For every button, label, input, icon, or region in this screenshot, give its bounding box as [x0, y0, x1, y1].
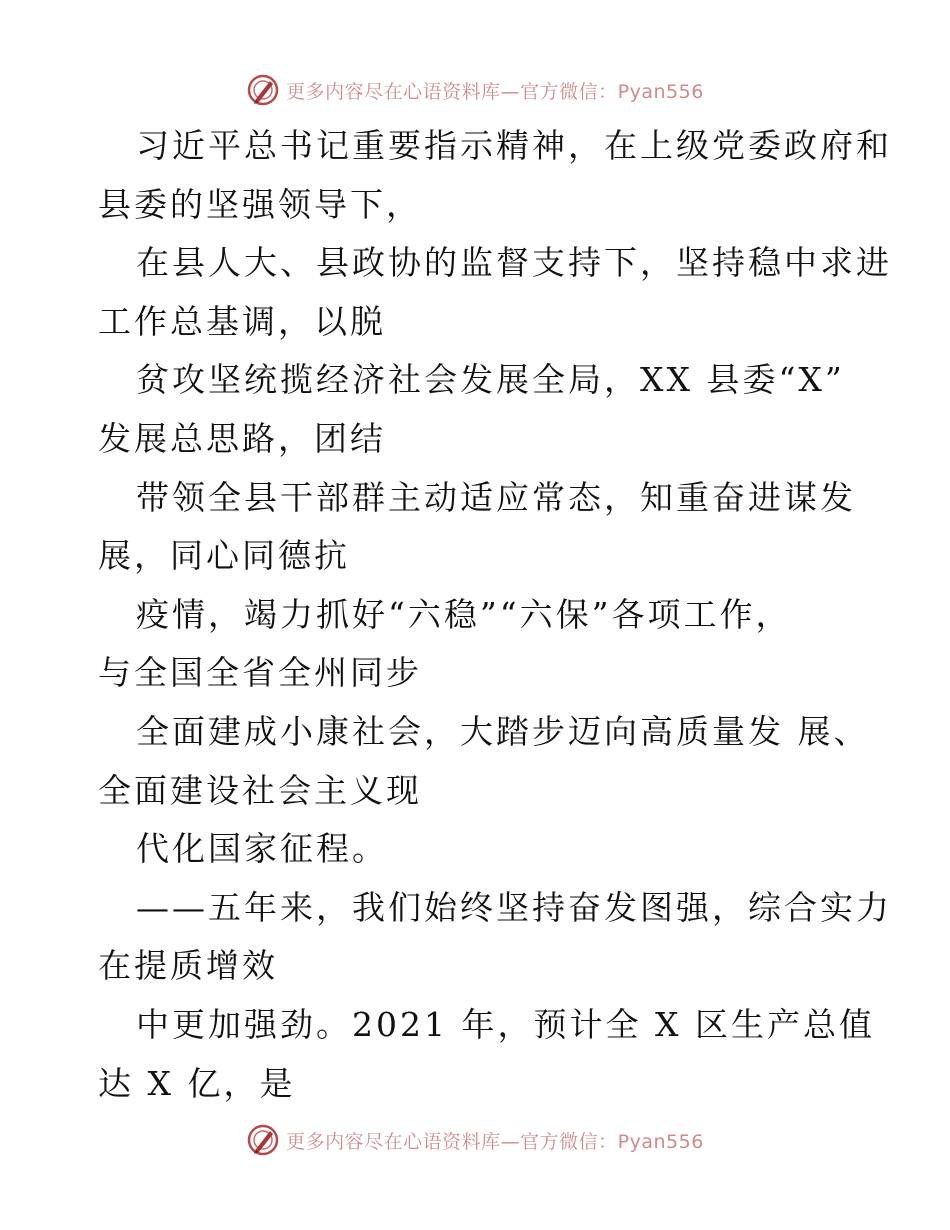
watermark-text: 更多内容尽在心语资料库—官方微信：Pyan556 — [286, 1130, 704, 1153]
pen-logo-icon — [246, 73, 280, 107]
text-line: 习近平总书记重要指示精神，在上级党委政府和 — [136, 126, 892, 165]
text-line: 带领全县干部群主动适应常态，知重奋进谋发 — [136, 477, 856, 517]
watermark-text: 更多内容尽在心语资料库—官方微信：Pyan556 — [286, 80, 704, 103]
text-line: 贫攻坚统揽经济社会发展全局，XX 县委“X” — [136, 360, 845, 400]
watermark-header — [0, 70, 950, 110]
text-line: 展，同心同德抗 — [98, 536, 350, 576]
text-line: 工作总基调，以脱 — [98, 301, 386, 341]
pen-logo-icon — [246, 1123, 280, 1157]
text-line: 发展总思路，团结 — [98, 419, 386, 458]
text-line: 达 X 亿，是 — [98, 1063, 296, 1103]
text-line: 中更加强劲。2021 年，预计全 X 区生产总值 — [136, 1005, 875, 1044]
text-line: 在提质增效 — [98, 946, 278, 986]
text-line: 全面建成小康社会，大踏步迈向高质量发 展、 — [136, 712, 870, 751]
text-line: 疫情，竭力抓好“六稳”“六保”各项工作， — [136, 594, 792, 634]
watermark-footer — [0, 1120, 950, 1160]
text-line: ——五年来，我们始终坚持奋发图强，综合实力 — [136, 887, 892, 927]
text-line: 与全国全省全州同步 — [98, 653, 422, 693]
text-line: 县委的坚强领导下， — [98, 184, 422, 224]
text-line: 代化国家征程。 — [136, 829, 388, 869]
text-line: 全面建设社会主义现 — [98, 770, 422, 810]
text-line: 在县人大、县政协的监督支持下，坚持稳中求进 — [136, 243, 892, 283]
